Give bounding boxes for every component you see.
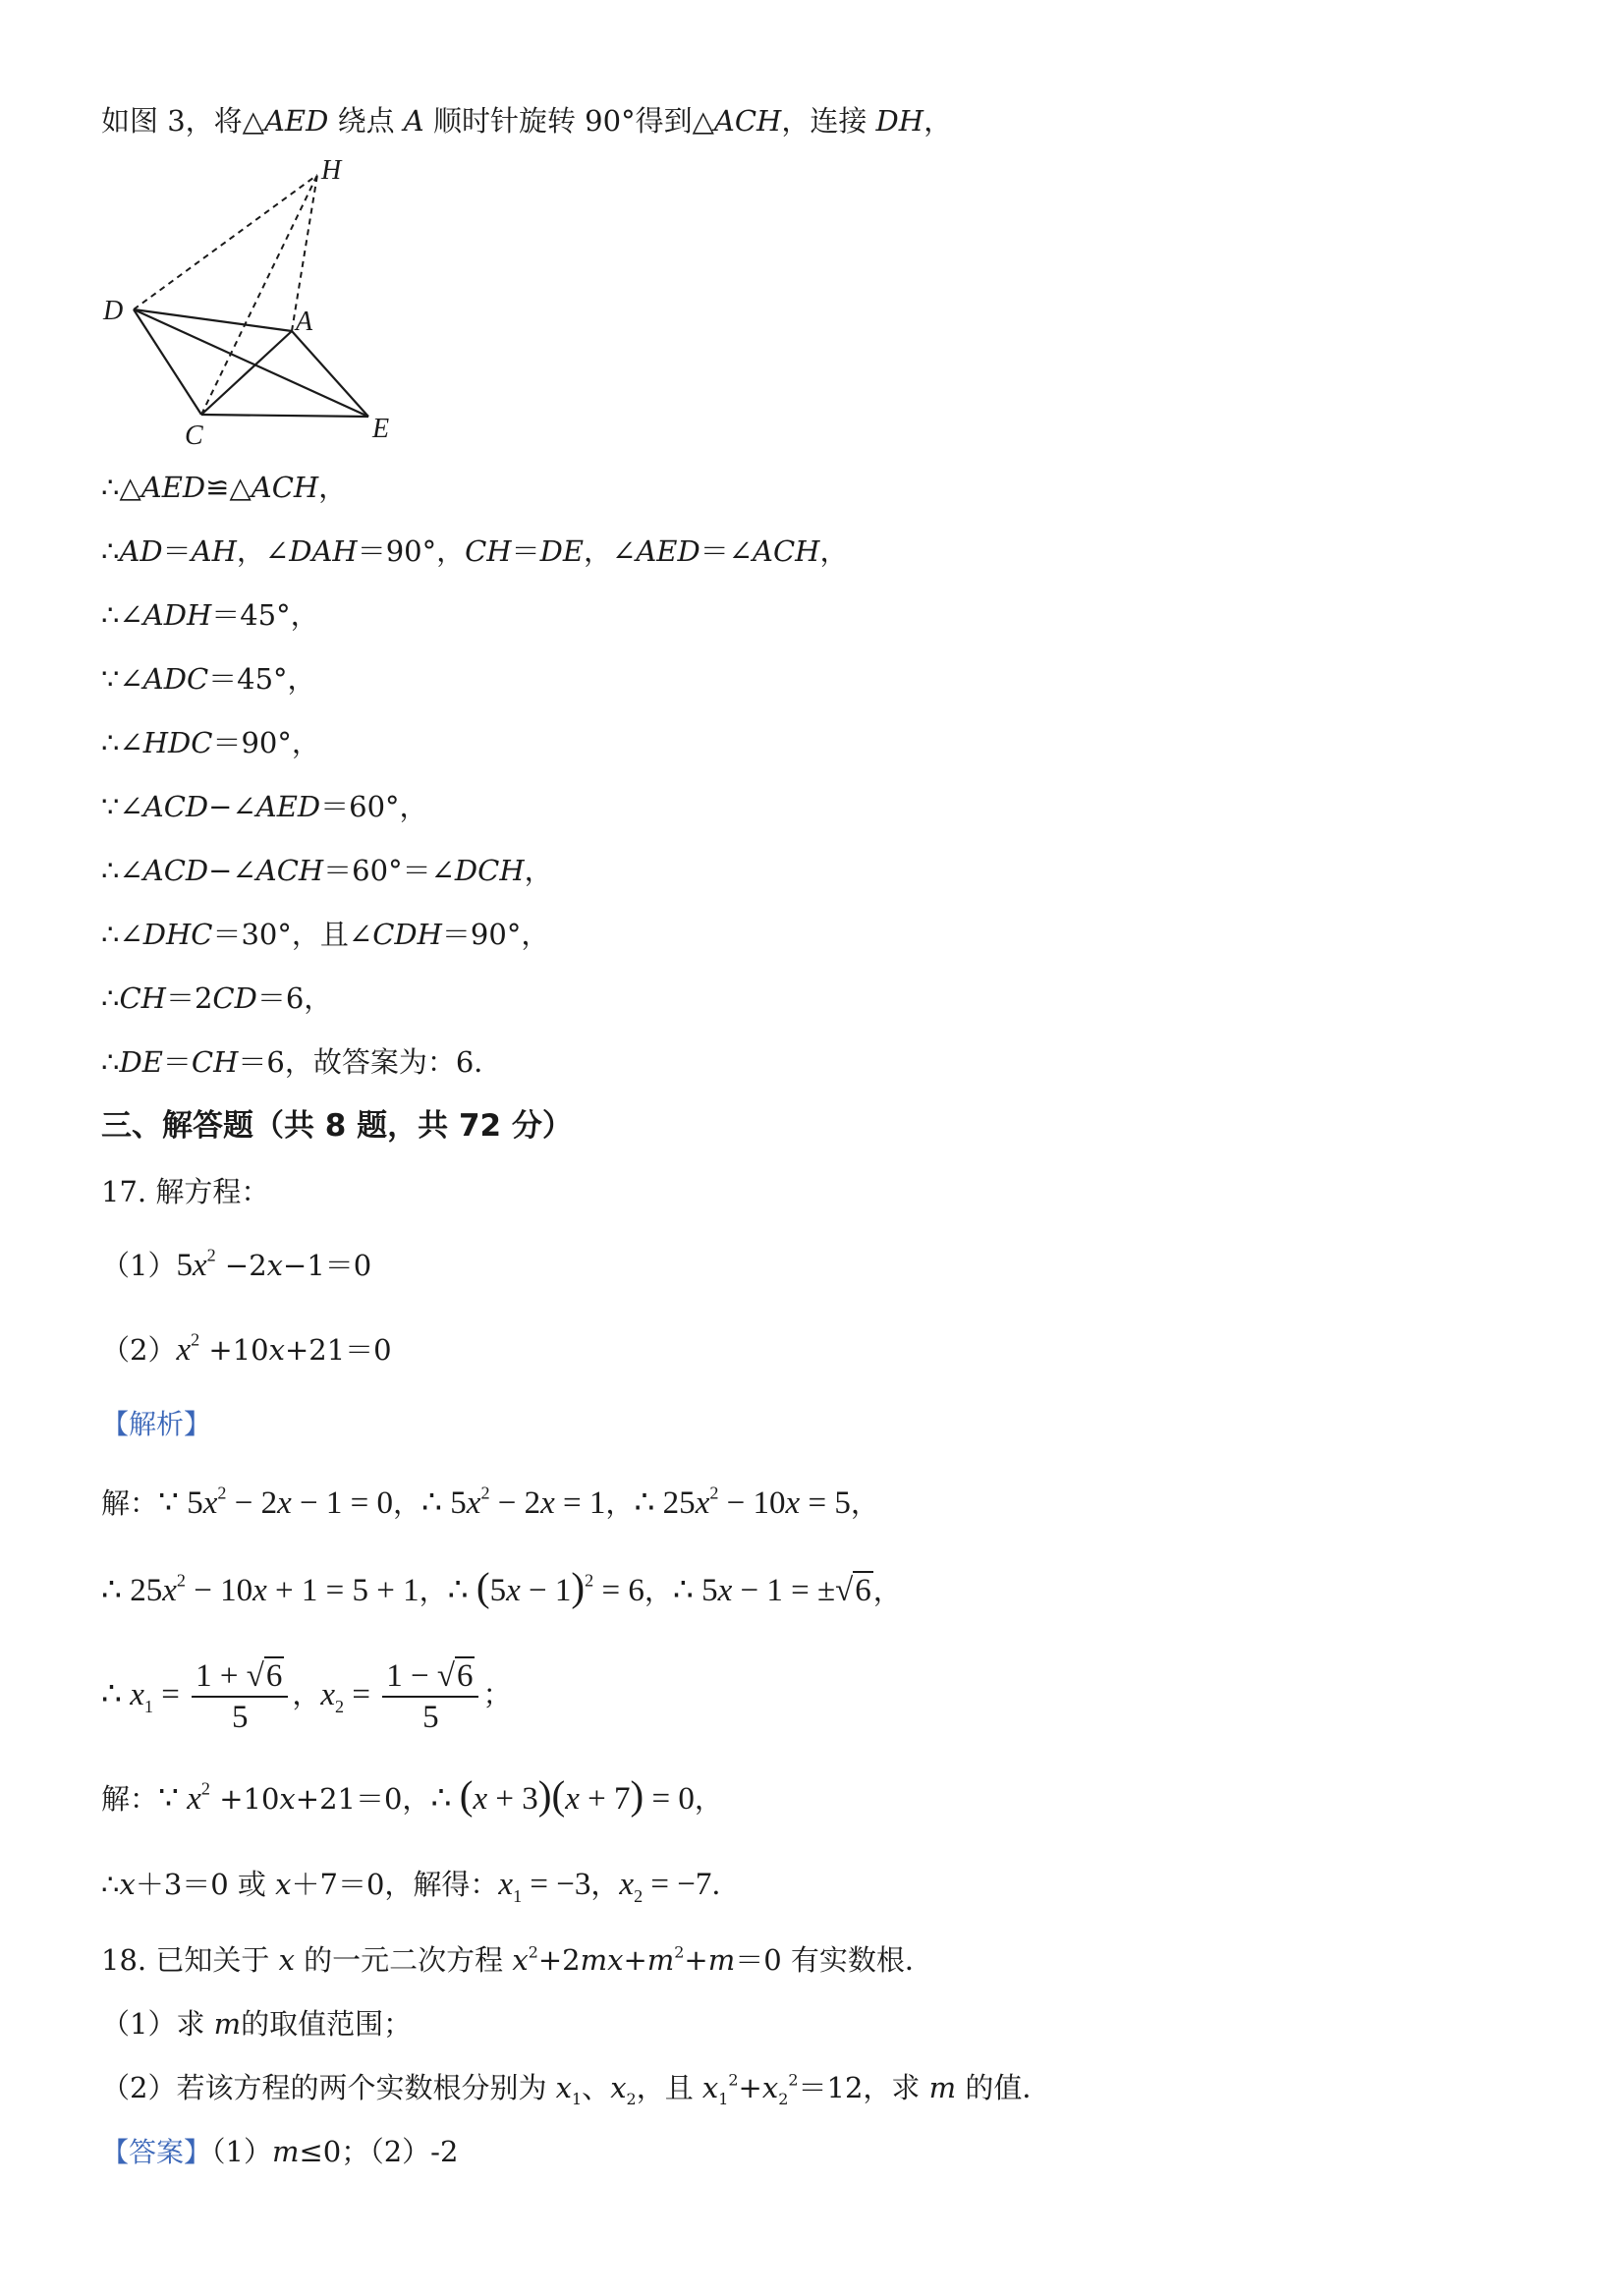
intro-text: 如图 3，将△AED 绕点 A 顺时针旋转 90°得到△ACH，连接 DH， bbox=[101, 104, 953, 138]
step-6: ∵∠ACD−∠AED＝60°， bbox=[101, 790, 428, 823]
segment-AE bbox=[292, 331, 368, 417]
step-7: ∴∠ACD−∠ACH＝60°＝∠DCH， bbox=[101, 854, 553, 887]
q17-part-1: $(1)5x^2 -2x-1=0$ bbox=[101, 1245, 372, 1283]
segment-CA bbox=[201, 331, 292, 415]
step-4: ∵∠ADC＝45°， bbox=[101, 662, 316, 696]
q18-part-1: （1）求 m的取值范围； bbox=[101, 2007, 413, 2041]
step-10: ∴DE＝CH＝6，故答案为：6． bbox=[101, 1045, 503, 1079]
q18-answer-text: （1）m≤0；（2）-2 bbox=[211, 2135, 459, 2168]
q18-answer-label: 【答案】 bbox=[101, 2136, 212, 2168]
step-5: ∴∠HDC＝90°， bbox=[101, 726, 320, 759]
q17-solution-1-line-3: ∴ $x_1$ = $\frac{1 + √6}{5}$ ，$x_2$ = $\frac{1 - √6}{5}$ ； bbox=[101, 1658, 512, 1735]
step-2: ∴AD＝AH，∠DAH＝90°，CH＝DE，∠AED＝∠ACH， bbox=[101, 534, 849, 568]
segment-CH-dashed bbox=[201, 175, 317, 415]
q17-solution-2-line-1: 解：∵ $x^2 +10x+21=0$，∴ (x + 3)(x + 7) = 0， bbox=[101, 1772, 723, 1818]
label-E: E bbox=[372, 414, 390, 444]
q17-solution-1-line-1: 解：∵ $5x^2 - 2x - 1 = 0$，∴ $5x^2 - 2x = 1$，∴ $25x^2 - 10x = 5$， bbox=[101, 1483, 879, 1521]
section-title: 三、解答题（共 8 题，共 72 分） bbox=[101, 1108, 573, 1144]
q18-answer bbox=[101, 2134, 458, 2170]
q18-stem: 18. 已知关于 x 的一元二次方程 $x^2+2mx+m^2+m=0$ 有实数根． bbox=[101, 1942, 933, 1977]
step-3: ∴∠ADH＝45°， bbox=[101, 598, 319, 632]
q17-solution-2-line-2: ∴x＋3＝0 或 x＋7＝0，解得：$x_1 = -3$，$x_2 = -7$． bbox=[101, 1867, 741, 1907]
step-9: ∴CH＝2CD＝6， bbox=[101, 981, 333, 1015]
geometry-figure bbox=[93, 157, 408, 452]
q17-stem: 17. 解方程： bbox=[101, 1175, 270, 1208]
label-D: D bbox=[103, 296, 124, 326]
segment-DH-dashed bbox=[134, 175, 317, 309]
step-8: ∴∠DHC＝30°，且∠CDH＝90°， bbox=[101, 918, 550, 951]
q17-analysis-label: 【解析】 bbox=[101, 1408, 212, 1440]
segment-CE bbox=[201, 415, 368, 417]
label-H: H bbox=[321, 157, 342, 186]
step-1: ∴△AED≌△ACH， bbox=[101, 471, 348, 504]
q17-part-2: $(2)x^2 +10x+21=0$ bbox=[101, 1329, 392, 1368]
q17-solution-1-line-2: ∴ $25x^2 - 10x + 1 = 5 + 1$，∴ $(5x - 1)^2 = 6$，∴ 5x − 1 = ±√6， bbox=[101, 1564, 902, 1609]
label-A: A bbox=[296, 307, 313, 337]
label-C: C bbox=[185, 420, 203, 451]
q18-part-2: （2）若该方程的两个实数根分别为 $x_1$、$x_2$，且 $x_1^2+x_2^2=12$，求 m 的值． bbox=[101, 2070, 1051, 2109]
